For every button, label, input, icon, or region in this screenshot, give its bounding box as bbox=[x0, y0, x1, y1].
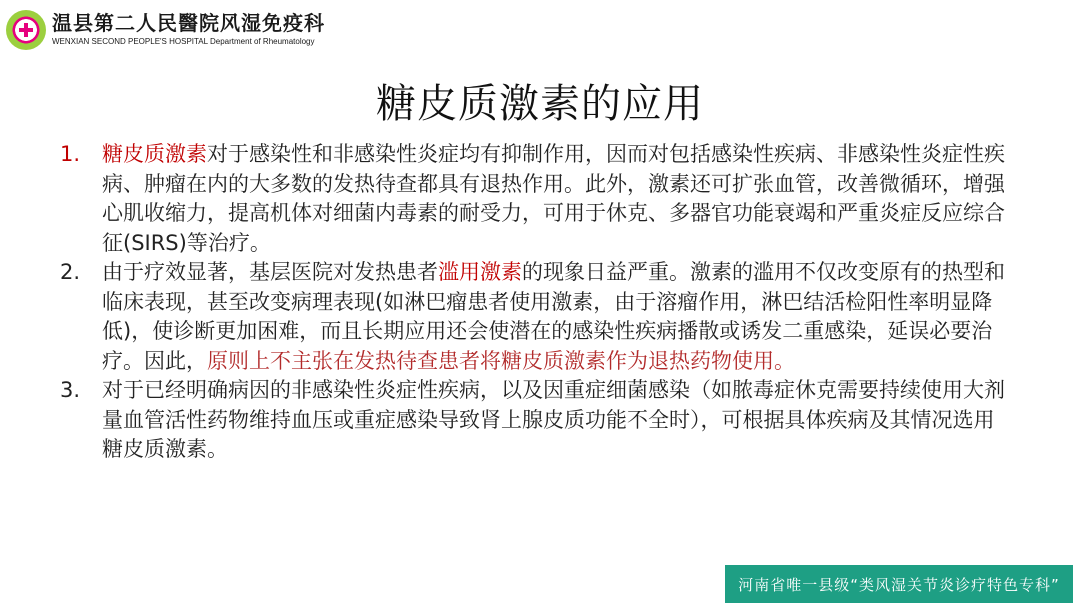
footer-banner: 河南省唯一县级“类风湿关节炎诊疗特色专科” bbox=[725, 565, 1073, 603]
highlight-text: 糖皮质激素 bbox=[102, 142, 207, 166]
item-text bbox=[102, 258, 1012, 376]
item-number: 2. bbox=[60, 260, 81, 284]
item-number: 3. bbox=[60, 378, 81, 402]
item-number: 1. bbox=[60, 142, 81, 166]
hospital-name-block bbox=[52, 12, 325, 48]
highlight-text: 原则上不主张在发热待查患者将糖皮质激素作为退热药物使用。 bbox=[207, 348, 795, 373]
hospital-name-en: WENXIAN SECOND PEOPLE'S HOSPITAL Department of Rheumatology bbox=[52, 37, 315, 46]
list-item-3 bbox=[60, 376, 1012, 465]
item-text bbox=[102, 140, 1012, 258]
highlight-text: 滥用激素 bbox=[438, 260, 522, 284]
body-text: 由于疗效显著，基层医院对发热患者 bbox=[102, 260, 438, 284]
list-item-2 bbox=[60, 258, 1012, 376]
hospital-logo-icon bbox=[6, 10, 46, 50]
slide-title: 糖皮质激素的应用 bbox=[376, 81, 704, 127]
list-item-1 bbox=[60, 140, 1012, 258]
body-text: 的现象日益严重。激素的滥用不仅改变原有的热型和临床表现，甚至改变病理表现(如淋巴瘤患者使用激素，由于溶瘤作用，淋巴结活检阳性率明显降低)，使诊断更加困难，而且长期应用还会使潜在的感染性疾病播散或诱发二重感染，延误必要治疗。因此， bbox=[102, 260, 1005, 373]
body-text: 对于已经明确病因的非感染性炎症性疾病，以及因重症细菌感染（如脓毒症休克需要持续使用大剂量血管活性药物维持血压或重症感染导致肾上腺皮质功能不全时），可根据具体疾病及其情况选用糖皮质激素。 bbox=[102, 378, 1005, 461]
header bbox=[6, 6, 325, 54]
item-text bbox=[102, 376, 1012, 465]
hospital-name-cn: 温县第二人民醫院风湿免疫科 bbox=[52, 11, 325, 35]
body-text: 对于感染性和非感染性炎症均有抑制作用，因而对包括感染性疾病、非感染性炎症性疾病、肿瘤在内的大多数的发热待查都具有退热作用。此外，激素还可扩张血管，改善微循环，增强心肌收缩力，提高机体对细菌内毒素的耐受力，可用于休克、多器官功能衰竭和严重炎症反应综合征(SIRS)等治疗。 bbox=[102, 142, 1005, 255]
content-list bbox=[60, 140, 1012, 465]
